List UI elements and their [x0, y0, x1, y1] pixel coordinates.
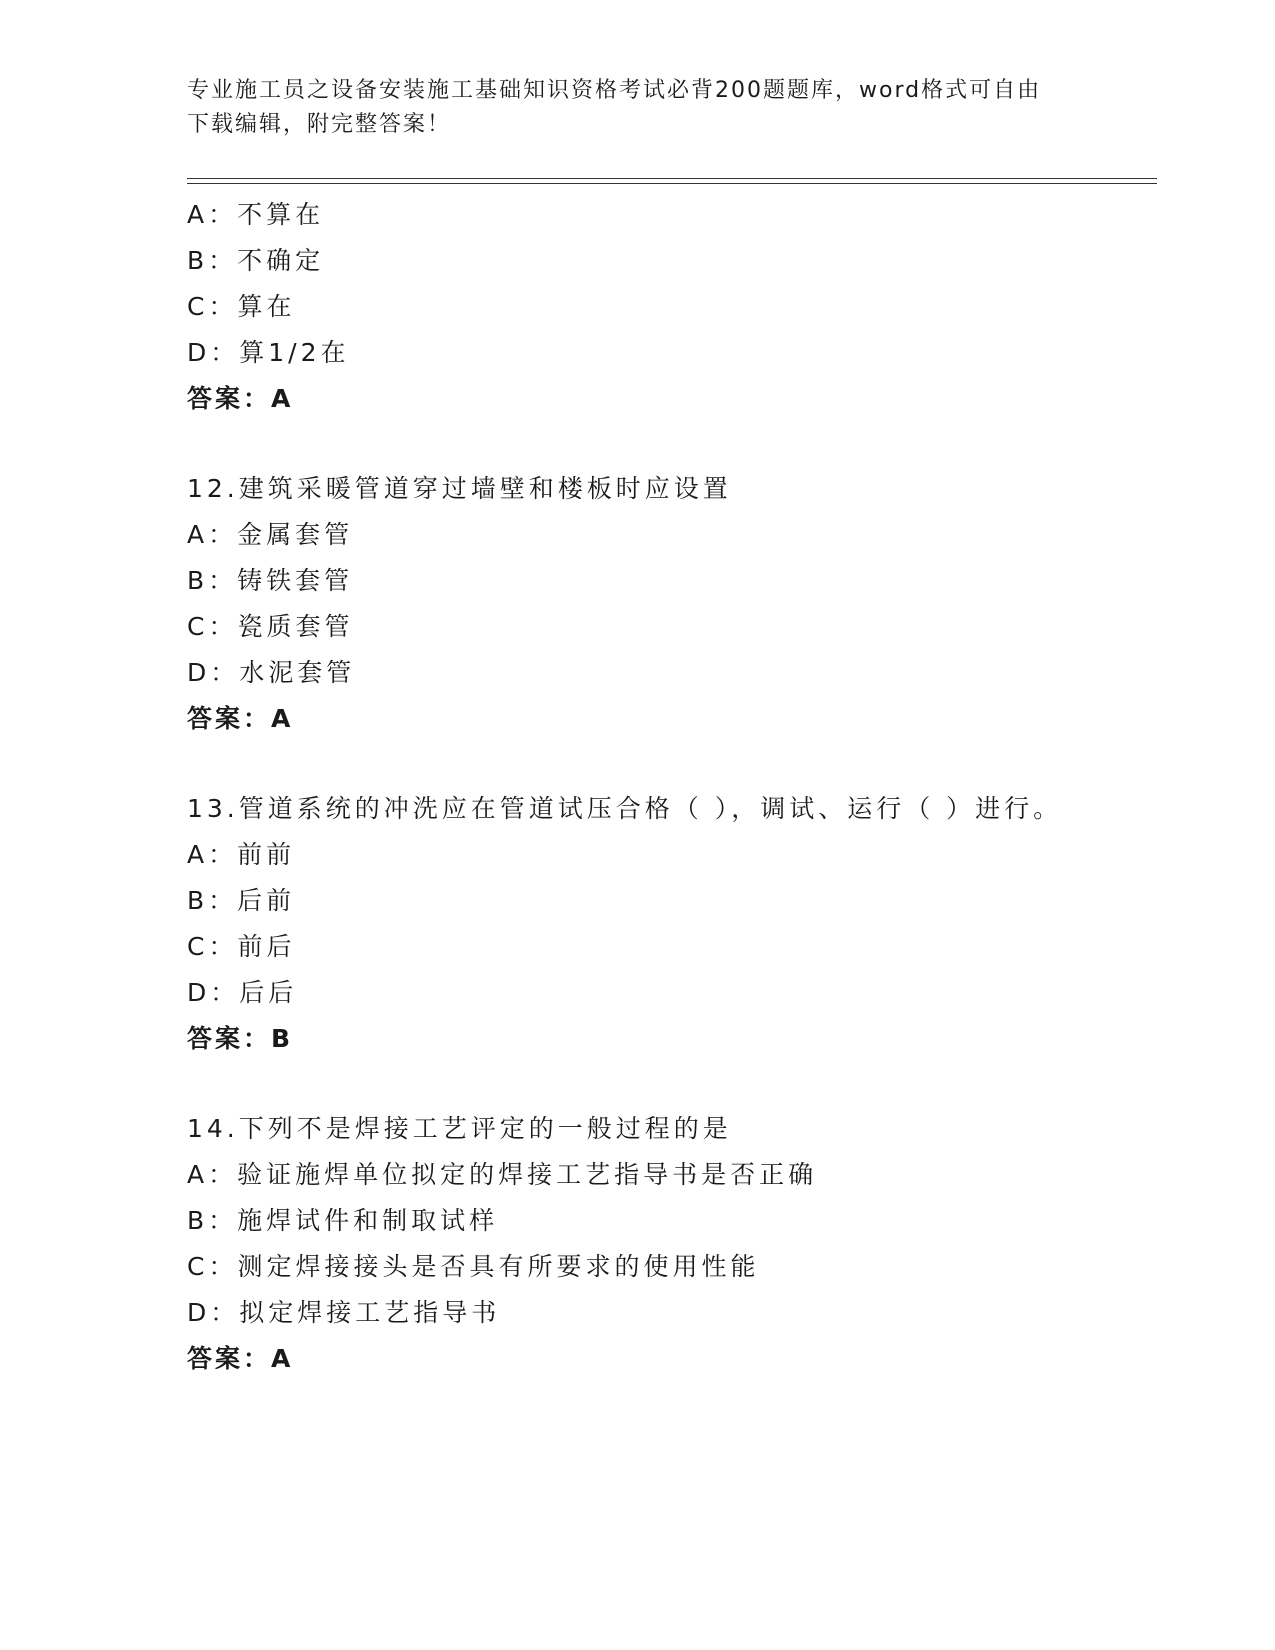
question-text: 12.建筑采暖管道穿过墙壁和楼板时应设置 — [187, 474, 732, 503]
question-11 — [187, 192, 1167, 422]
option-d: D：水泥套管 — [187, 658, 356, 687]
answer-line: 答案：B — [187, 1024, 294, 1053]
option-c: C：前后 — [187, 932, 296, 961]
question-text: 13.管道系统的冲洗应在管道试压合格（ ），调试、运行（ ）进行。 — [187, 794, 1063, 823]
option-c: C：算在 — [187, 292, 296, 321]
option-d: D：后后 — [187, 978, 298, 1007]
question-text: 14.下列不是焊接工艺评定的一般过程的是 — [187, 1114, 732, 1143]
option-a: A：验证施焊单位拟定的焊接工艺指导书是否正确 — [187, 1160, 818, 1189]
header-divider-bottom — [187, 183, 1157, 184]
question-spacer — [187, 422, 1167, 466]
option-c: C：测定焊接接头是否具有所要求的使用性能 — [187, 1252, 760, 1281]
answer-line: 答案：A — [187, 384, 294, 413]
question-13 — [187, 786, 1167, 1062]
option-a: A：前前 — [187, 840, 296, 869]
question-12 — [187, 466, 1167, 742]
header-line-2: 下载编辑，附完整答案！ — [187, 112, 452, 137]
option-b: B：施焊试件和制取试样 — [187, 1206, 499, 1235]
option-b: B：后前 — [187, 886, 296, 915]
header-divider-top — [187, 178, 1157, 179]
option-a: A：不算在 — [187, 200, 325, 229]
option-d: D：拟定焊接工艺指导书 — [187, 1298, 501, 1327]
document-header — [187, 74, 1087, 142]
option-a: A：金属套管 — [187, 520, 354, 549]
option-d: D：算1/2在 — [187, 338, 350, 367]
answer-line: 答案：A — [187, 1344, 294, 1373]
question-14 — [187, 1106, 1167, 1382]
question-spacer — [187, 742, 1167, 786]
option-c: C：瓷质套管 — [187, 612, 354, 641]
question-list — [187, 192, 1167, 1382]
option-b: B：铸铁套管 — [187, 566, 354, 595]
header-line-1: 专业施工员之设备安装施工基础知识资格考试必背200题题库，word格式可自由 — [187, 78, 1042, 103]
question-spacer — [187, 1062, 1167, 1106]
answer-line: 答案：A — [187, 704, 294, 733]
option-b: B：不确定 — [187, 246, 325, 275]
